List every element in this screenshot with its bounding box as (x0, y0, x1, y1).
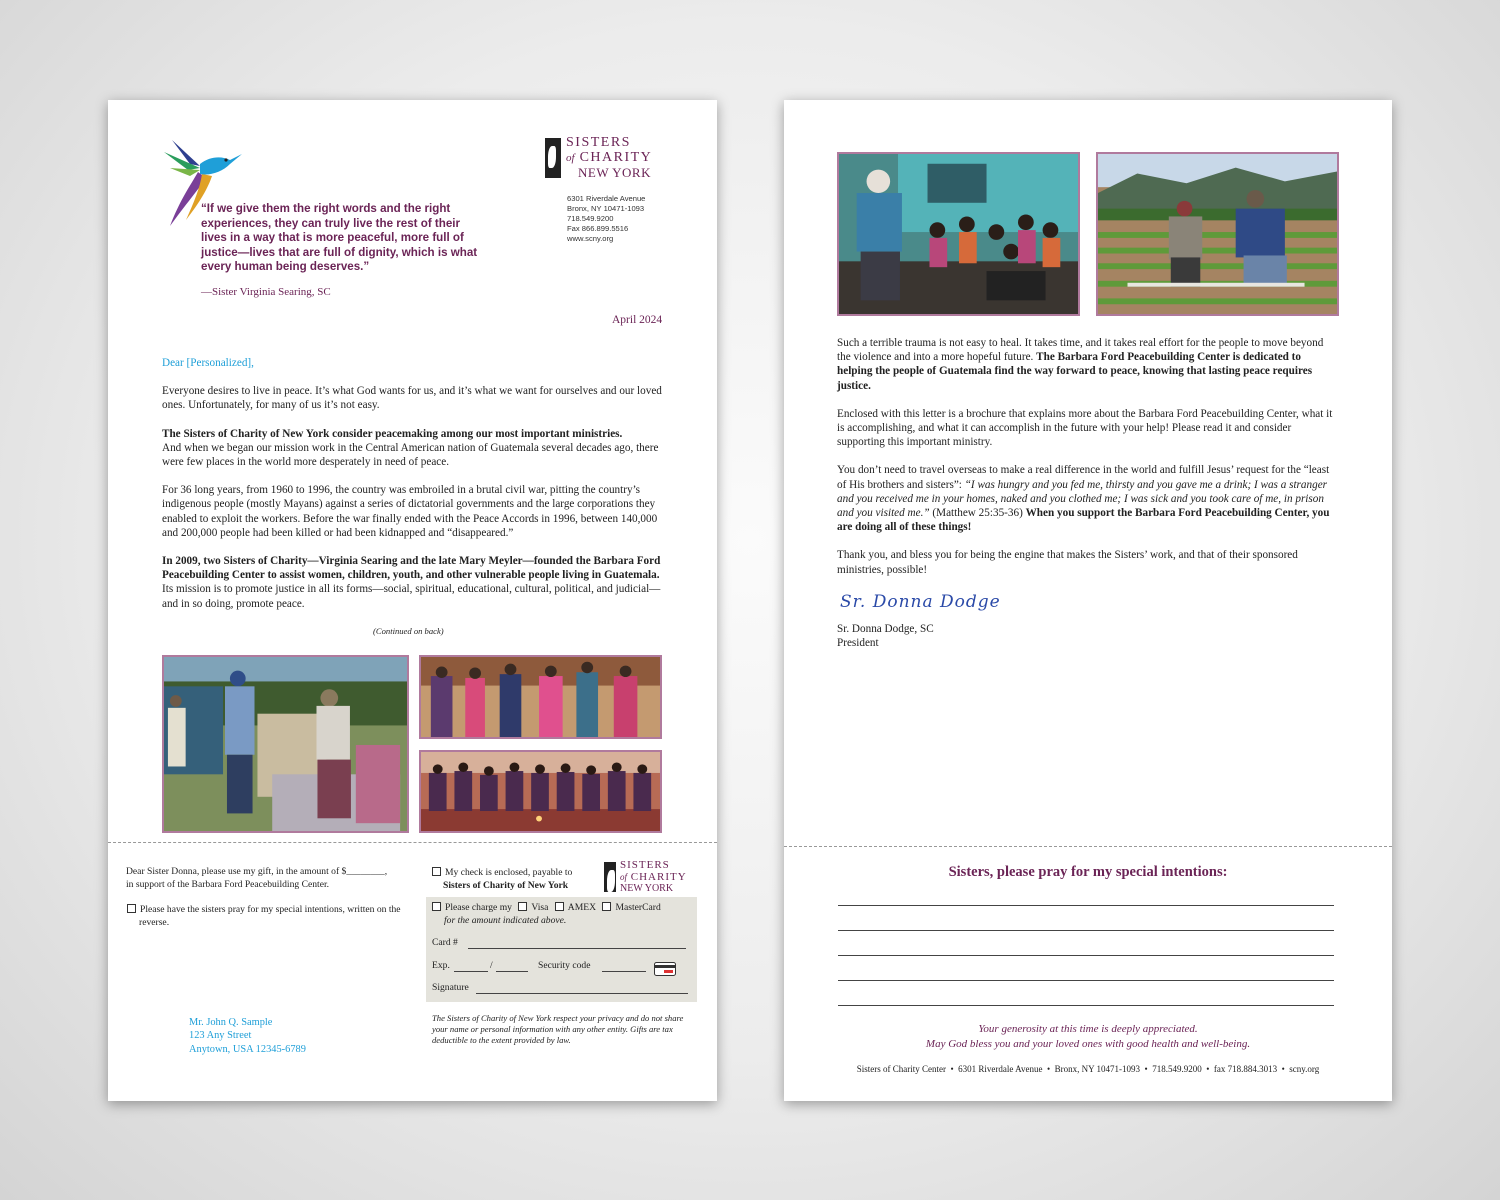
gift-statement (126, 866, 426, 891)
check-label: My check is enclosed, payable to (445, 867, 573, 878)
letter-date: April 2024 (612, 314, 663, 326)
pray-option-label: Please have the sisters pray for my special intentions, written on the reverse. (139, 904, 401, 928)
paragraph-bold: When you support the Barbara Ford Peacebuilding Center, you are doing all of these things! (837, 507, 1330, 534)
footer-item: Sisters of Charity Center (856, 1064, 946, 1074)
intentions-line[interactable] (838, 1005, 1334, 1006)
photo-food-distribution (162, 655, 409, 833)
intentions-line[interactable] (838, 980, 1334, 981)
paragraph (162, 427, 662, 470)
scny-logo-mark-icon (545, 138, 561, 178)
scripture-quote: “I was hungry and you fed me, thirsty and you gave me a drink; I was a stranger and you received me in your homes, naked and you clothed me; I was sick and you took care of me, in prison and you visited me.” (837, 478, 1328, 520)
footer-contact: Sisters of Charity Center • 6301 Riverdale Avenue • Bronx, NY 10471-1093 • 718.549.9200 • fax 718.884.3013 • scny.org (856, 1064, 1320, 1074)
scripture-ref: (Matthew 25:35-36) (932, 507, 1023, 520)
scny-logo-small-icon (604, 862, 616, 892)
sender-address (567, 194, 645, 244)
paragraph (837, 336, 1339, 393)
visa-checkbox[interactable] (518, 902, 527, 911)
card-mastercard: MasterCard (615, 902, 661, 913)
check-payee: Sisters of Charity of New York (443, 879, 569, 891)
address-line: Bronx, NY 10471-1093 (567, 204, 645, 213)
photo-women-circle (419, 750, 662, 833)
intentions-line[interactable] (838, 955, 1334, 956)
letter-body-front (162, 356, 662, 611)
addressee-block (189, 1016, 306, 1056)
tear-off-line (108, 842, 717, 843)
signer-title: President (837, 637, 879, 650)
logo-line3: NEW YORK (578, 165, 651, 180)
check-checkbox[interactable] (432, 867, 441, 876)
security-code-field[interactable] (602, 971, 646, 972)
mastercard-checkbox[interactable] (602, 902, 611, 911)
small-logo-of: of (620, 872, 628, 882)
paragraph (162, 554, 662, 611)
pray-option[interactable] (126, 904, 431, 929)
small-logo-line1: SISTERS (620, 859, 670, 871)
paragraph-bold: The Barbara Ford Peacebuilding Center is dedicated to helping the people of Guatemala find the way forward to peace, knowing that lasting peace requires justice. (837, 351, 1313, 392)
photo-sister-teaching (837, 152, 1080, 316)
intentions-heading: Sisters, please pray for my special intentions: (948, 864, 1228, 880)
signature-field[interactable] (476, 993, 688, 994)
exp-month-field[interactable] (454, 971, 488, 972)
charge-options (432, 902, 661, 915)
logo-line1: SISTERS (566, 135, 631, 150)
addressee-line: Mr. John Q. Sample (189, 1017, 273, 1028)
paragraph-text: Such a terrible trauma is not easy to heal. It takes time, and it takes real effort for the people to move beyond the violence and into a more hopeful future. (837, 337, 1324, 364)
privacy-note: The Sisters of Charity of New York respect your privacy and do not share your name or personal information with any other entity. Gifts are tax deductible to the extent provided by law. (432, 1013, 684, 1045)
paragraph: Everyone desires to live in peace. It’s what God wants for us, and it’s what we want for ourselves and our loved ones. Unfortunately, for many of us it’s not easy. (162, 385, 662, 412)
paragraph-text: And when we began our mission work in the Central American nation of Guatemala several decades ago, there were few places in the world more desperately in need of peace. (162, 441, 659, 469)
signer-name: Sr. Donna Dodge, SC (837, 623, 934, 635)
paragraph: Thank you, and bless you for being the engine that makes the Sisters’ work, and that of their sponsored ministries, possible! (837, 549, 1298, 576)
quote-attribution: —Sister Virginia Searing, SC (201, 286, 331, 298)
address-line: 718.549.9200 (567, 214, 614, 223)
paragraph-text: Its mission is to promote justice in all its forms—social, spiritual, educational, cultural, political, and judicial—and in so doing, promote peace. (162, 583, 661, 610)
continued-note: (Continued on back) (373, 626, 444, 636)
gift-line: Dear Sister Donna, please use my gift, in the amount of $________, (126, 866, 388, 877)
card-number-field[interactable] (468, 948, 686, 949)
footer-item: 6301 Riverdale Avenue (958, 1064, 1043, 1074)
footer-item: fax 718.884.3013 (1213, 1064, 1278, 1074)
card-number-label: Card # (432, 937, 458, 948)
paragraph-bold: The Sisters of Charity of New York consider peacemaking among our most important ministries. (162, 427, 623, 440)
charge-note: for the amount indicated above. (444, 915, 567, 926)
footer-item: Bronx, NY 10471-1093 (1054, 1064, 1141, 1074)
charge-label: Please charge my (445, 902, 512, 913)
exp-separator: / (490, 960, 493, 971)
signature-label: Signature (432, 982, 469, 993)
pray-checkbox[interactable] (127, 904, 136, 913)
footer-item: scny.org (1289, 1064, 1320, 1074)
address-line: www.scny.org (567, 234, 614, 243)
exp-year-field[interactable] (496, 971, 528, 972)
logo-charity: CHARITY (579, 150, 653, 165)
photo-dancing-women (419, 655, 662, 739)
small-logo-line3: NEW YORK (620, 883, 674, 894)
small-logo-line2 (620, 871, 687, 883)
letter-body-back (837, 336, 1339, 577)
closing-line: Your generosity at this time is deeply appreciated. (978, 1023, 1198, 1035)
gift-line: in support of the Barbara Ford Peacebuilding Center. (126, 878, 330, 890)
exp-label: Exp. (432, 960, 450, 971)
salutation: Dear [Personalized], (162, 357, 254, 369)
closing-message (784, 1022, 1392, 1051)
security-code-label: Security code (538, 960, 591, 971)
closing-line: May God bless you and your loved ones with good health and well-being. (925, 1037, 1251, 1050)
letter-front-page (108, 100, 717, 1101)
address-line: Fax 866.899.5516 (567, 224, 629, 233)
paragraph-text: You don’t need to travel overseas to make a real difference in the world and fulfill Jesus’ request for the “least of His brothers and sisters”: (837, 464, 1330, 491)
signature-script: Sr. Donna Dodge (840, 592, 1001, 612)
address-line: 6301 Riverdale Avenue (567, 194, 646, 203)
paragraph-bold: In 2009, two Sisters of Charity—Virginia Searing and the late Mary Meyler—founded the Barbara Ford Peacebuilding Center to assist women, children, youth, and other vulnerable people living in Guatemala. (162, 555, 661, 582)
credit-card-panel (426, 897, 697, 1002)
addressee-line: 123 Any Street (189, 1030, 252, 1042)
logo-of: of (566, 152, 575, 164)
amex-checkbox[interactable] (555, 902, 564, 911)
intentions-line[interactable] (838, 905, 1334, 906)
intentions-line[interactable] (838, 930, 1334, 931)
credit-card-icon (654, 962, 676, 976)
footer-item: 718.549.9200 (1152, 1064, 1202, 1074)
card-visa: Visa (531, 902, 549, 913)
tear-off-line (784, 846, 1392, 847)
logo-line2 (566, 150, 652, 166)
paragraph (837, 463, 1339, 534)
letter-back-page (784, 100, 1392, 1101)
paragraph: For 36 long years, from 1960 to 1996, the country was embroiled in a brutal civil war, pitting the country’s indigenous people (mostly Mayans) against a series of dictatorial governments and the large corporations they enabled to exploit the workers. Before the war finally ended with the Peace Accords in 1996, between 140,000 and 200,000 people had been killed or had been kidnapped and “disappeared.” (162, 484, 658, 539)
paragraph: Enclosed with this letter is a brochure that explains more about the Barbara Ford Peacebuilding Center, what it is accomplishing, and what it can accomplish in the future with your help! Please read it and consider supporting this important ministry. (837, 407, 1333, 449)
quote: “If we give them the right words and the right experiences, they can truly live the rest of their lives in a way that is more peaceful, more full of justice—lives that are full of dignity, which is what every human being deserves.” (201, 202, 478, 274)
check-option[interactable] (432, 867, 592, 892)
addressee-line: Anytown, USA 12345-6789 (189, 1043, 306, 1055)
small-logo-charity: CHARITY (630, 871, 687, 883)
card-amex: AMEX (567, 902, 597, 913)
charge-checkbox[interactable] (432, 902, 441, 911)
photo-farm-workers (1096, 152, 1339, 316)
signer-block (837, 622, 934, 651)
